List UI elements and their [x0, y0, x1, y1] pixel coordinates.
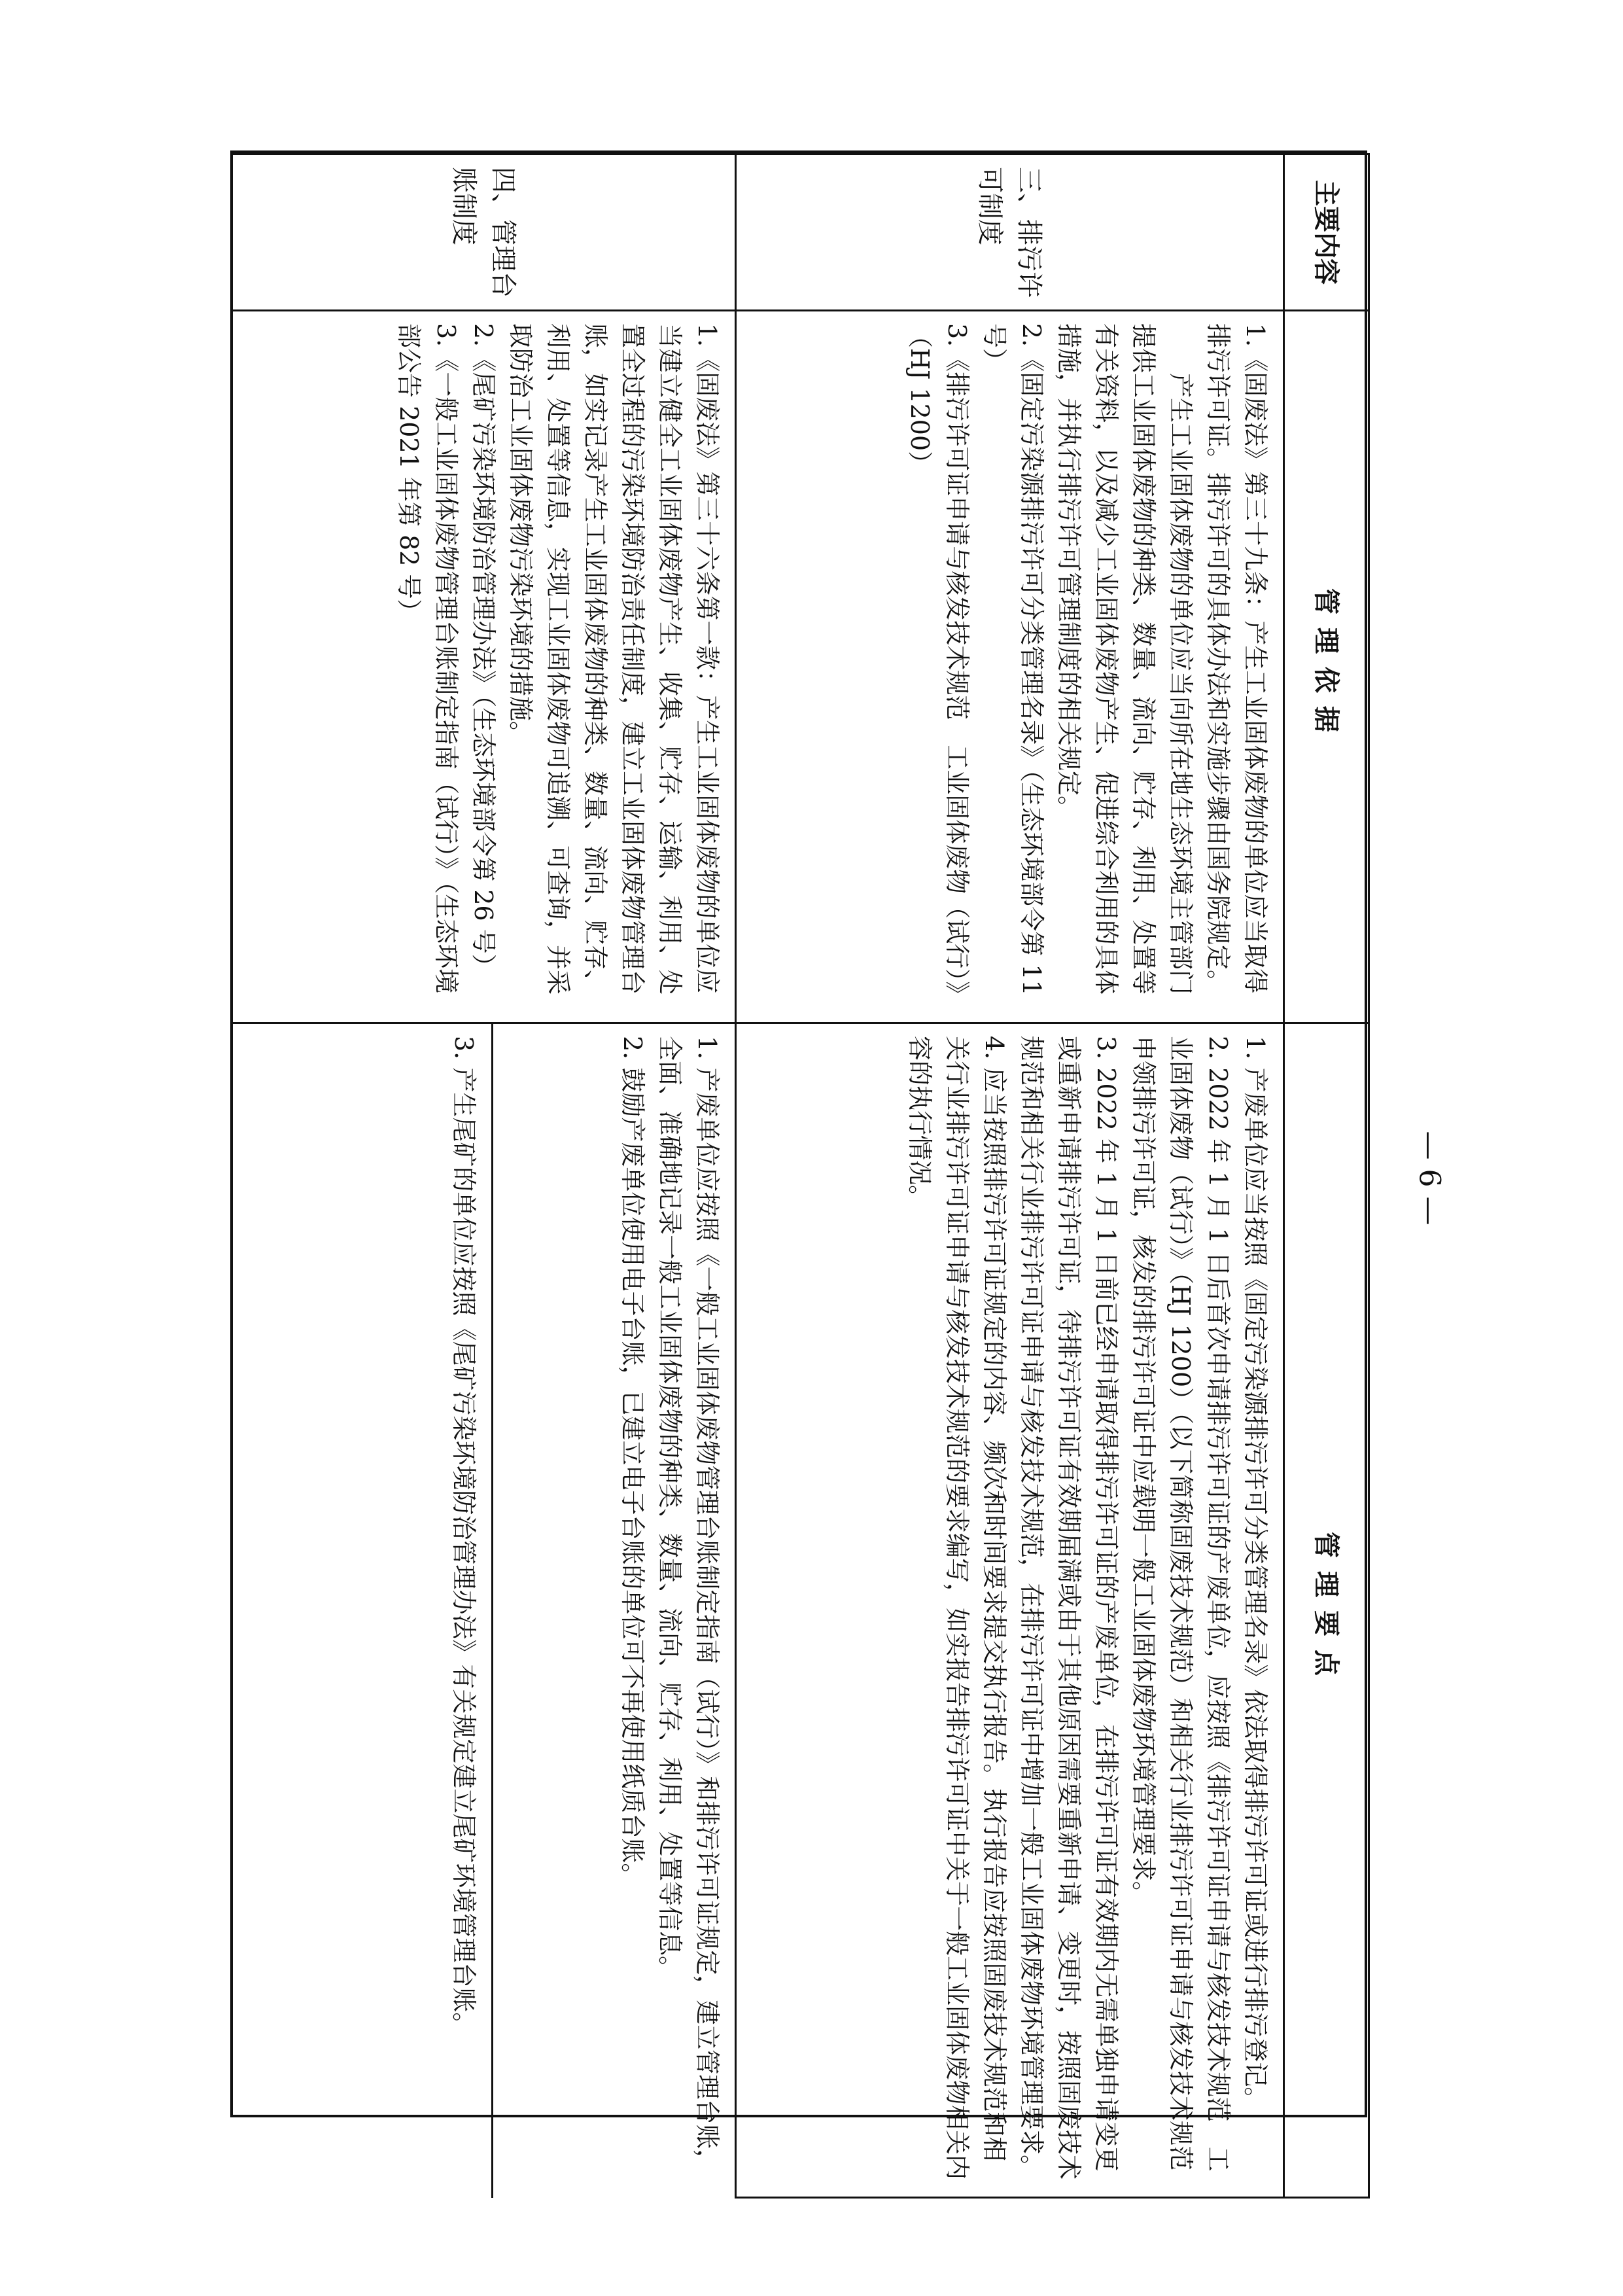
point-item: 1. 产废单位应当按照《固定污染源排污许可分类管理名录》依法取得排污许可证或进行排污登记。	[1241, 1036, 1270, 2112]
points-subtable	[232, 1024, 735, 2198]
row-basis	[736, 311, 1284, 1023]
points-subcell	[232, 1024, 493, 2198]
basis-item: 3.《排污许可证申请与核发技术规范 工业固体废物（试行）》（HJ 1200）	[905, 323, 971, 1006]
table-row	[736, 154, 1284, 2198]
header-management-points: 管理要点	[1284, 1023, 1369, 2198]
row-points	[232, 1023, 736, 2198]
basis-item: 产生工业固体废物的单位应当向所在地生态环境主管部门提供工业固体废物的种类、数量、流向、贮存、利用、处置等有关资料，以及减少工业固体废物产生、促进综合利用的具体措施，并执行排污许可管理制度的相关规定。	[1055, 323, 1195, 995]
header-management-basis: 管理依据	[1284, 311, 1369, 1023]
rotated-table-content	[233, 153, 1370, 2180]
point-item: 2. 2022 年 1 月 1 日后首次申请排污许可证的产废单位，应按照《排污许可证申请与核发技术规范 工业固体废物（试行）》（HJ 1200）（以下简称固废技术规范）和相关行业排污许可证申请与核发技术规范申领排污许可证，核发的排污许可证中应载明一般工业固体废物环境管理要求。	[1129, 1036, 1232, 2172]
row-points	[736, 1023, 1284, 2198]
point-item: 2. 鼓励产废单位使用电子台账，已建立电子台账的单位可不再使用纸质台账。	[618, 1036, 647, 1888]
points-subcell	[493, 1024, 735, 2198]
point-item: 4. 应当按照排污许可证规定的内容、频次和时间要求提交执行报告。执行报告应按照固废技术规范和相关行业排污许可证申请与核发技术规范的要求编写，如实报告排污许可证中关于一般工业固体废物相关内容的执行情况。	[905, 1036, 1009, 2180]
points-subrow	[493, 1024, 735, 2198]
table-row	[232, 154, 736, 2198]
point-item: 3. 2022 年 1 月 1 日前已经申请取得排污许可证的产废单位，在排污许可证有效期内无需单独申请变更或重新申请排污许可证，待排污许可证有效期届满或由于其他原因需要重新申请、变更时，按照固废技术规范和相关行业排污许可证申请与核发技术规范，在排污许可证中增加一般工业固体废物环境管理要求。	[1017, 1036, 1121, 2180]
page-number-text: — 6 —	[1412, 1131, 1446, 1225]
table	[231, 153, 1370, 2199]
point-item: 1. 产废单位应按照《一般工业固体废物管理台账制定指南（试行）》和排污许可证规定，建立管理台账，全面、准确地记录一般工业固体废物的种类、数量、流向、贮存、利用、处置等信息。	[655, 1036, 722, 2174]
basis-item: 1.《固废法》第三十六条第一款：产生工业固体废物的单位应当建立健全工业固体废物产生、收集、贮存、运输、利用、处置全过程的污染环境防治责任制度，建立工业固体废物管理台账，如实记录产生工业固体废物的种类、数量、流向、贮存、利用、处置等信息，实现工业固体废物可追溯、可查询，并采取防治工业固体废物污染环境的措施。	[506, 323, 722, 995]
basis-item: 1.《固废法》第三十九条：产生工业固体废物的单位应当取得排污许可证。排污许可的具体办法和实施步骤由国务院规定。	[1204, 323, 1270, 995]
row-topic: 三、排污许可制度	[736, 154, 1284, 311]
table-header-row	[1284, 154, 1369, 2198]
page-number	[1406, 1080, 1452, 1276]
row-basis	[232, 311, 736, 1023]
basis-item: 2.《尾矿污染环境防治管理办法》（生态环境部令第 26 号）	[469, 323, 498, 979]
points-subrow	[232, 1024, 493, 2198]
row-topic: 四、管理台账制度	[232, 154, 736, 311]
header-main-content: 主要内容	[1284, 154, 1369, 311]
basis-item: 3.《一般工业固体废物管理台账制定指南（试行）》（生态环境部公告 2021 年第 82 号）	[394, 323, 461, 994]
basis-item: 2.《固定污染源排污许可分类管理名录》（生态环境部令第 11 号）	[980, 323, 1046, 996]
point-item: 3. 产生尾矿的单位应按照《尾矿污染环境防治管理办法》有关规定建立尾矿环境管理台账。	[449, 1036, 479, 2038]
regulation-table	[230, 150, 1367, 2180]
